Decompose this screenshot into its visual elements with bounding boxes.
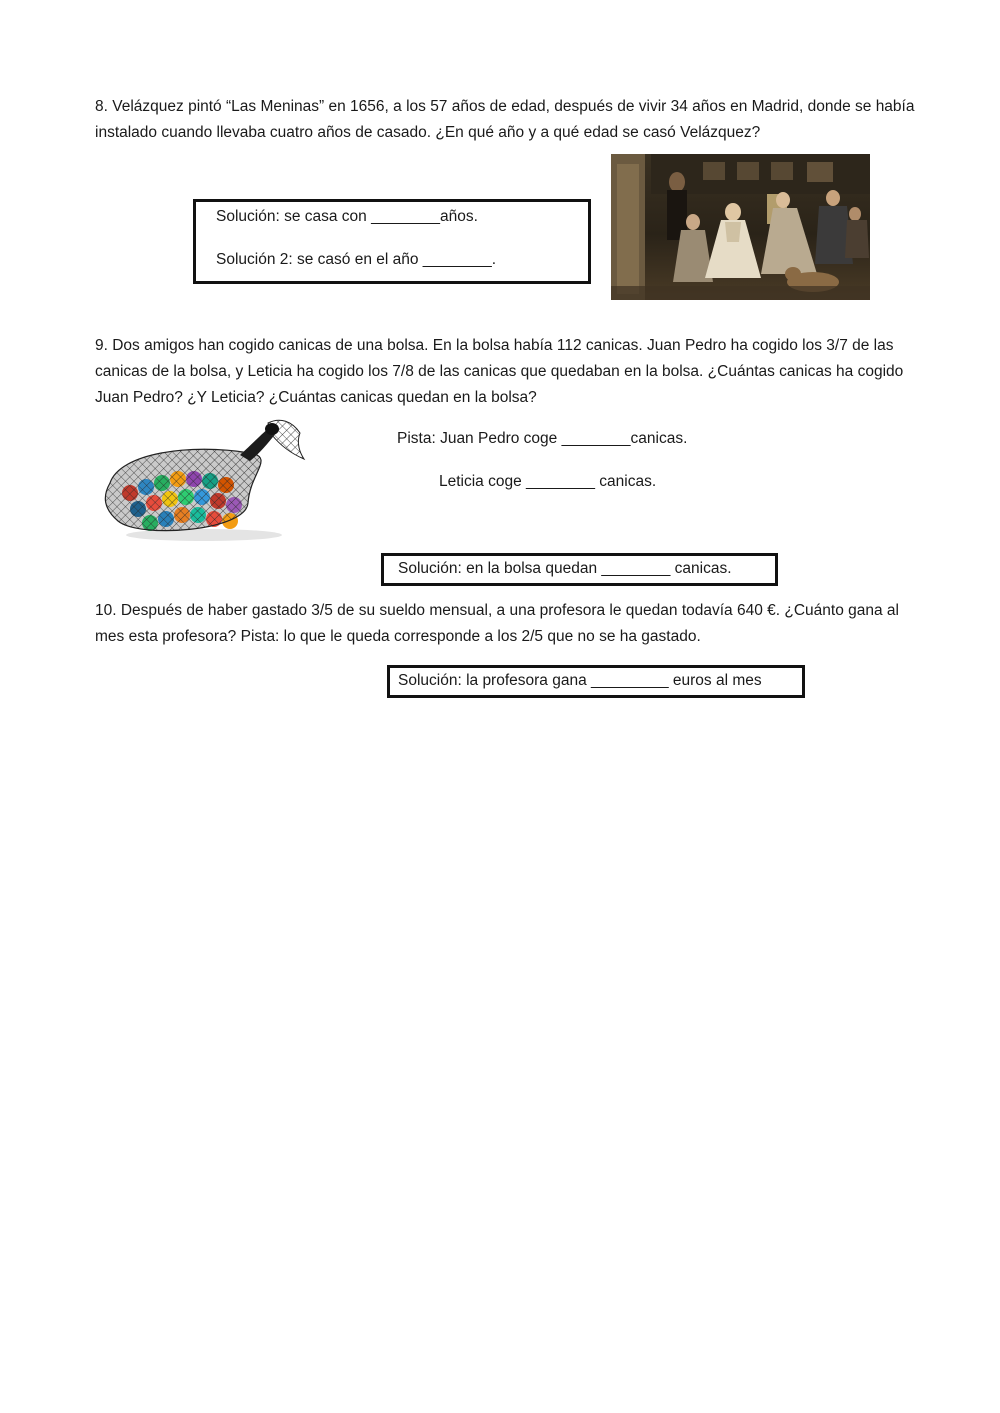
problem-9-text: 9. Dos amigos han cogido canicas de una bolsa. En la bolsa había 112 canicas. Juan Pedro ha cogido los 3/7 de las canicas de la bolsa, y Leticia ha cogido los 7/8 de las canicas que quedaban en la bolsa. ¿Cuántas canicas ha cogido Juan Pedro? ¿Y Leticia? ¿Cuántas canicas quedan en la bolsa? xyxy=(95,337,904,406)
las-meninas-painting xyxy=(611,154,870,300)
problem-10-text: 10. Después de haber gastado 3/5 de su sueldo mensual, a una profesora le quedan todavía 640 €. ¿Cuánto gana al mes esta profesora? Pista: lo que le queda corresponde a los 2/5 que no se ha gastado. xyxy=(95,602,899,645)
problem-9-solution: Solución: en la bolsa quedan ________ canicas. xyxy=(398,560,732,577)
problem-10-solution: Solución: la profesora gana _________ euros al mes xyxy=(398,672,762,689)
problem-9-hint-juan-pedro: Pista: Juan Pedro coge ________canicas. xyxy=(397,430,688,447)
marbles-net-bag xyxy=(100,413,308,543)
problem-9-solution-box xyxy=(381,553,778,586)
problem-9-hint-leticia: Leticia coge ________ canicas. xyxy=(439,473,657,490)
problem-10-solution-box xyxy=(387,665,805,698)
problem-8-solution-2: Solución 2: se casó en el año ________. xyxy=(216,251,497,268)
problem-8-solution-1: Solución: se casa con ________años. xyxy=(216,208,478,225)
problem-8-solution-box xyxy=(193,199,591,284)
problem-8-text: 8. Velázquez pintó “Las Meninas” en 1656, a los 57 años de edad, después de vivir 34 años en Madrid, donde se había instalado cuando llevaba cuatro años de casado. ¿En qué año y a qué edad se casó Velázquez? xyxy=(95,98,915,141)
